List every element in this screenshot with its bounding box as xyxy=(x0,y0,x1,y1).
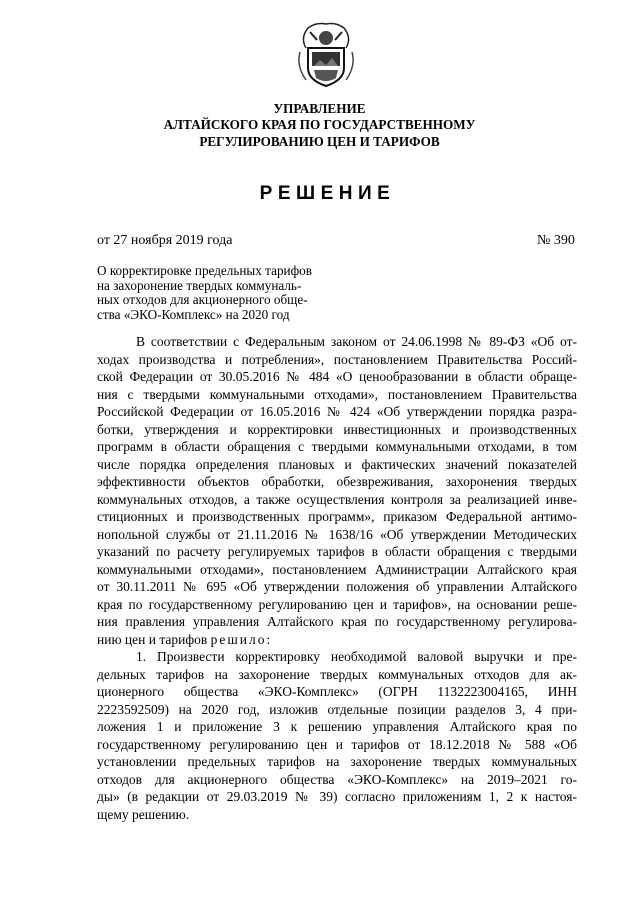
coat-of-arms-icon xyxy=(296,18,356,90)
document-date: от 27 ноября 2019 года xyxy=(97,233,233,248)
body-line: от 30.11.2011 № 695 «Об утверждении положения об управлении Алтайского xyxy=(97,579,577,594)
body-line: отходов для акционерного общества «ЭКО-Комплекс» на 2019–2021 го- xyxy=(97,771,577,787)
document-type-title: РЕШЕНИЕ xyxy=(259,183,396,204)
document-subject xyxy=(97,264,312,322)
subject-line: на захоронение твердых коммуналь- xyxy=(97,277,302,293)
body-line: коммунальных отходов, а также осуществления контроля за реализацией инве- xyxy=(97,491,577,507)
subject-line: О корректировке предельных тарифов xyxy=(97,263,312,278)
body-line: 1. Произвести корректировку необходимой валовой выручки и пре- xyxy=(136,649,577,664)
body-line: Российской Федерации от 16.05.2016 № 424 «Об утверждении порядка разра- xyxy=(97,404,577,419)
body-line: В соответствии с Федеральным законом от 24.06.1998 № 89-ФЗ «Об от- xyxy=(136,334,577,349)
subject-line: ства «ЭКО-Комплекс» на 2020 год xyxy=(97,306,290,322)
body-line: ния правления управления Алтайского края по государственному регулирова- xyxy=(97,614,577,629)
body-line: ложения 1 и приложение 3 к решению управления Алтайского края по xyxy=(97,719,577,734)
subject-line: ных отходов для акционерного обще- xyxy=(97,292,308,307)
org-line-2: АЛТАЙСКОГО КРАЯ ПО ГОСУДАРСТВЕННОМУ xyxy=(163,117,476,133)
document-number: № 390 xyxy=(537,233,575,248)
body-line: установлении предельных тарифов на захоронение твердых коммунальных xyxy=(97,754,577,769)
body-line: ботки, утверждения и корректировки инвестиционных и производственных xyxy=(97,421,577,437)
body-line: числе порядка определения плановых и фактических значений показателей xyxy=(97,456,577,472)
body-line: программ в области обращения с твердыми коммунальными отходами, в том xyxy=(97,439,577,454)
body-line: дельных тарифов на захоронение твердых коммунальных отходов для ак- xyxy=(97,666,577,682)
body-line: края по государственному регулированию цен и тарифов», на основании реше- xyxy=(97,596,577,612)
body-line: ды» (в редакции от 29.03.2019 № 39) согласно приложениям 1, 2 к настоя- xyxy=(97,789,577,804)
body-line: нопольной службы от 21.11.2016 № 1638/16 «Об утверждении Методических xyxy=(97,526,577,542)
decision-word: решило: xyxy=(210,631,273,647)
body-line: ния с твердыми коммунальными отходами», постановлением Правительства xyxy=(97,386,577,402)
org-line-3: РЕГУЛИРОВАНИЮ ЦЕН И ТАРИФОВ xyxy=(199,133,440,149)
body-line xyxy=(97,631,577,649)
body-line-text: нию цен и тарифов xyxy=(97,631,211,647)
body-line: государственному регулированию цен и тарифов от 18.12.2018 № 588 «Об xyxy=(97,736,577,752)
body-line: коммунальными отходами», постановлением Администрации Алтайского края xyxy=(97,561,577,577)
document-body xyxy=(97,333,577,823)
body-line: эффективности объектов обработки, обезвреживания, захоронения твердых xyxy=(97,474,577,489)
body-line: указаний по расчету регулируемых тарифов в области обращения с твердыми xyxy=(97,544,577,559)
body-line: ской Федерации от 30.05.2016 № 484 «О ценообразовании в области обраще- xyxy=(97,369,577,384)
body-line: стиционных и производственных программ», приказом Федеральной антимо- xyxy=(97,509,577,524)
body-line: ционерного общества «ЭКО-Комплекс» (ОГРН 1132223004165, ИНН xyxy=(97,684,577,699)
organization-name xyxy=(0,101,639,150)
body-line: ходах производства и потребления», постановлением Правительства Россий- xyxy=(97,351,577,367)
body-line: щему решению. xyxy=(97,806,190,822)
org-line-1: УПРАВЛЕНИЕ xyxy=(273,101,366,116)
body-line: 2223592509) на 2020 год, изложив отдельные позиции разделов 3, 4 при- xyxy=(97,701,577,717)
